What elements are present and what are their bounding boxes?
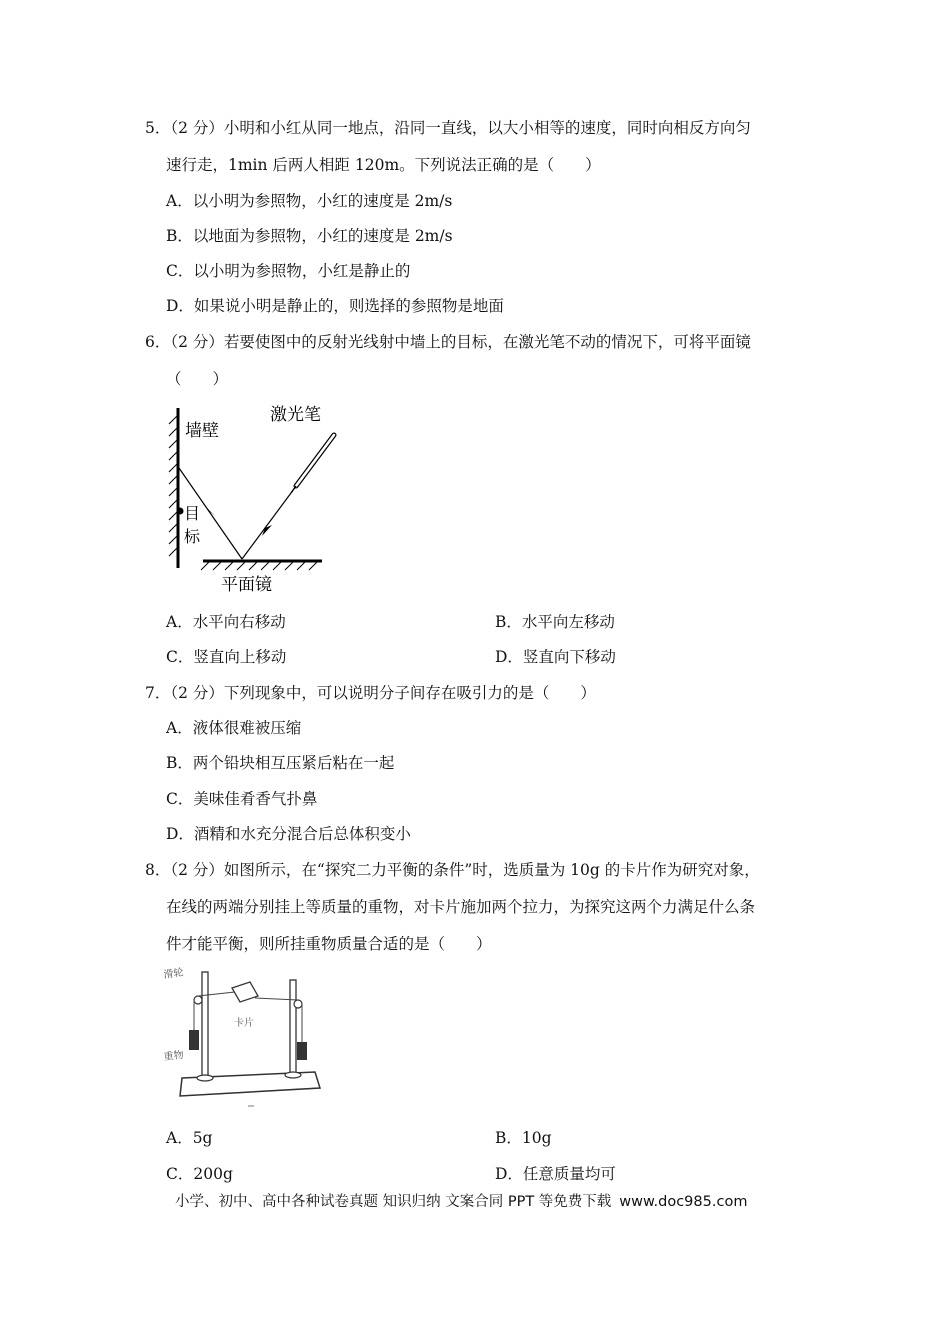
q8-option-c: C．200g (166, 1165, 233, 1183)
q8-option-a: A．5g (166, 1129, 213, 1147)
q6-option-c: C．竖直向上移动 (166, 648, 287, 666)
left-pulley (194, 996, 202, 1004)
reflection-figure (165, 398, 340, 598)
q5-stem-line1: 5．（2 分）小明和小红从同一地点，沿同一直线，以大小相等的速度，同时向相反方向匀 (145, 119, 751, 137)
q7-option-a: A．液体很难被压缩 (166, 719, 302, 737)
q8-stem-line2: 在线的两端分别挂上等质量的重物，对卡片施加两个拉力，为探究这两个力满足什么条 (166, 898, 756, 916)
left-weight (189, 1030, 199, 1050)
balance-apparatus-figure (160, 962, 330, 1112)
footer (175, 1192, 747, 1212)
footer-url-link[interactable]: www.doc985.com (619, 1194, 748, 1210)
card-label: 卡片 (234, 1018, 254, 1029)
target-label-1: 目 (184, 504, 201, 523)
right-weight (297, 1042, 307, 1060)
q8-option-d: D．任意质量均可 (495, 1165, 616, 1183)
q7-option-d: D．酒精和水充分混合后总体积变小 (166, 825, 411, 843)
q5-option-b: B．以地面为参照物，小红的速度是 2m/s (166, 227, 453, 245)
right-post (290, 980, 296, 1075)
q6-option-d: D．竖直向下移动 (495, 648, 616, 666)
right-pulley (294, 1000, 302, 1008)
q8-stem-line1: 8．（2 分）如图所示，在“探究二力平衡的条件”时，选质量为 10g 的卡片作为研究对象， (145, 861, 760, 879)
q8-stem-line3: 件才能平衡，则所挂重物质量合适的是（ ） (166, 935, 492, 953)
wall-label: 墙壁 (185, 421, 219, 441)
q6-stem-line2: （ ） (166, 370, 229, 388)
target-label-2: 标 (184, 527, 201, 546)
target-dot (177, 508, 184, 515)
wall-hatching (169, 416, 177, 556)
q5-option-c: C．以小明为参照物，小红是静止的 (166, 262, 411, 280)
q5-option-a: A．以小明为参照物，小红的速度是 2m/s (166, 192, 453, 210)
q7-stem: 7．（2 分）下列现象中，可以说明分子间存在吸引力的是（ ） (145, 684, 596, 702)
card (232, 982, 258, 1002)
weight-label: 重物 (163, 1049, 185, 1063)
left-post (202, 972, 208, 1078)
laser-pen-icon (291, 435, 334, 493)
mirror-hatching (201, 562, 317, 570)
footer-text: 小学、初中、高中各种试卷真题 知识归纳 文案合同 PPT 等免费下载 (175, 1194, 612, 1210)
incident-ray (242, 493, 291, 559)
q5-stem-line2: 速行走，1min 后两人相距 120m。下列说法正确的是（ ） (166, 156, 601, 174)
q6-option-b: B．水平向左移动 (495, 613, 615, 631)
q6-stem-line1: 6．（2 分）若要使图中的反射光线射中墙上的目标，在激光笔不动的情况下，可将平面镜 (145, 333, 751, 351)
laser-pen-label: 激光笔 (270, 405, 321, 425)
q7-option-b: B．两个铅块相互压紧后粘在一起 (166, 754, 395, 772)
q8-option-b: B．10g (495, 1129, 552, 1147)
q6-option-a: A．水平向右移动 (166, 613, 286, 631)
pulley-label: 滑轮 (162, 967, 185, 981)
q5-option-d: D．如果说小明是静止的，则选择的参照物是地面 (166, 297, 504, 315)
mirror-label: 平面镜 (221, 575, 272, 595)
q7-option-c: C．美味佳肴香气扑鼻 (166, 790, 318, 808)
